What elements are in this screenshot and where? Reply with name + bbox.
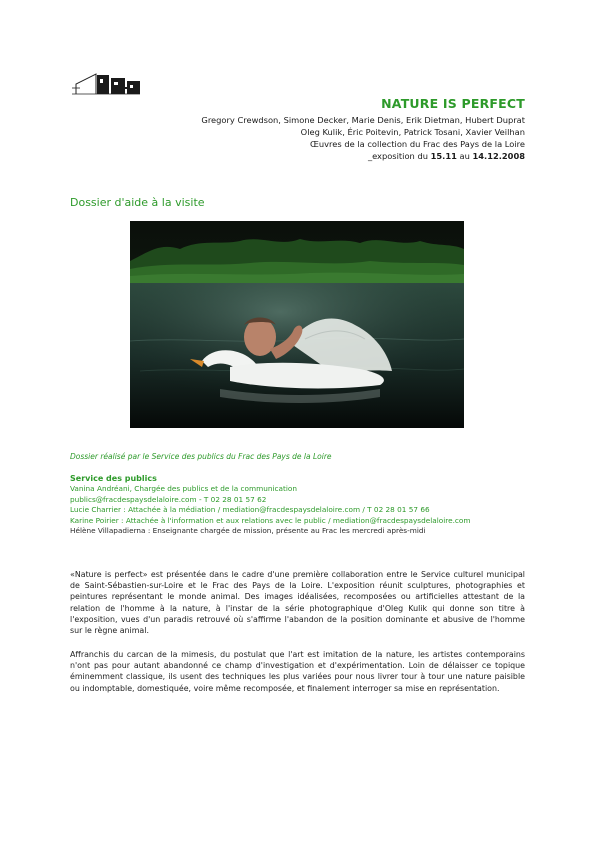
contact-line: publics@fracdespaysdelaloire.com - T 02 28 01 57 62 — [70, 494, 267, 504]
collection-line: Œuvres de la collection du Frac des Pays de la Loire — [310, 139, 525, 149]
exhibition-header — [201, 96, 525, 162]
dossier-credit: Dossier réalisé par le Service des publics du Frac des Pays de la Loire — [70, 452, 332, 461]
swan-swimmer-photo — [130, 221, 464, 428]
exposition-dates — [201, 150, 525, 162]
contact-line: Vanina Andréani, Chargée des publics et de la communication — [70, 484, 297, 494]
date-start: 15.11 — [430, 151, 457, 161]
artists-line-1: Gregory Crewdson, Simone Decker, Marie Denis, Erik Dietman, Hubert Duprat — [201, 115, 525, 125]
exhibition-title: NATURE IS PERFECT — [381, 96, 525, 111]
date-separator: au — [456, 151, 473, 161]
contact-line: Hélène Villapadierna : Enseignante chargée de mission, présente au Frac les mercredi après-midi — [70, 526, 426, 536]
date-end: 14.12.2008 — [472, 151, 525, 161]
service-des-publics — [70, 474, 540, 536]
section-title: Dossier d'aide à la visite — [70, 196, 205, 209]
second-paragraph: Affranchis du carcan de la mimesis, du postulat que l'art est imitation de la nature, les artistes contemporains n'ont pas pour autant abandonné ce champ d'investigation et d'expérimentation. Loin de délaisser ce topique éminemment classique, ils usent des techniques les plus variées pour nous livrer tour à tour une nature paisible ou indomptable, domestiquée, voire même recomposée, et finalement interroger sa mise en représentation. — [70, 650, 525, 693]
artists-line-2: Oleg Kulik, Éric Poitevin, Patrick Tosani, Xavier Veilhan — [300, 127, 525, 137]
service-heading: Service des publics — [70, 474, 157, 483]
contact-line: Lucie Charrier : Attachée à la médiation / mediation@fracdespaysdelaloire.com / T 02 28 01 57 66 — [70, 505, 430, 515]
frac-logo — [70, 70, 142, 98]
intro-paragraph: «Nature is perfect» est présentée dans le cadre d'une première collaboration entre le Service culturel municipal de Saint-Sébastien-sur-Loire et le Frac des Pays de la Loire. L'exposition réunit sculptures, photographies et peintures représentant le monde animal. Des images idéalisées, recomposées ou artificielles attestant de la relation de l'homme à la nature, à l'instar de la série photographique d'Oleg Kulik qui donne son titre à l'exposition, vues d'un paradis retrouvé où s'affirme l'abandon de la position dominante et abusive de l'homme sur le règne animal. — [70, 570, 525, 636]
exposition-prefix: _exposition du — [367, 151, 431, 161]
contact-line: Karine Poirier : Attachée à l'information et aux relations avec le public / mediation@fracdespaysdelaloire.com — [70, 515, 471, 525]
